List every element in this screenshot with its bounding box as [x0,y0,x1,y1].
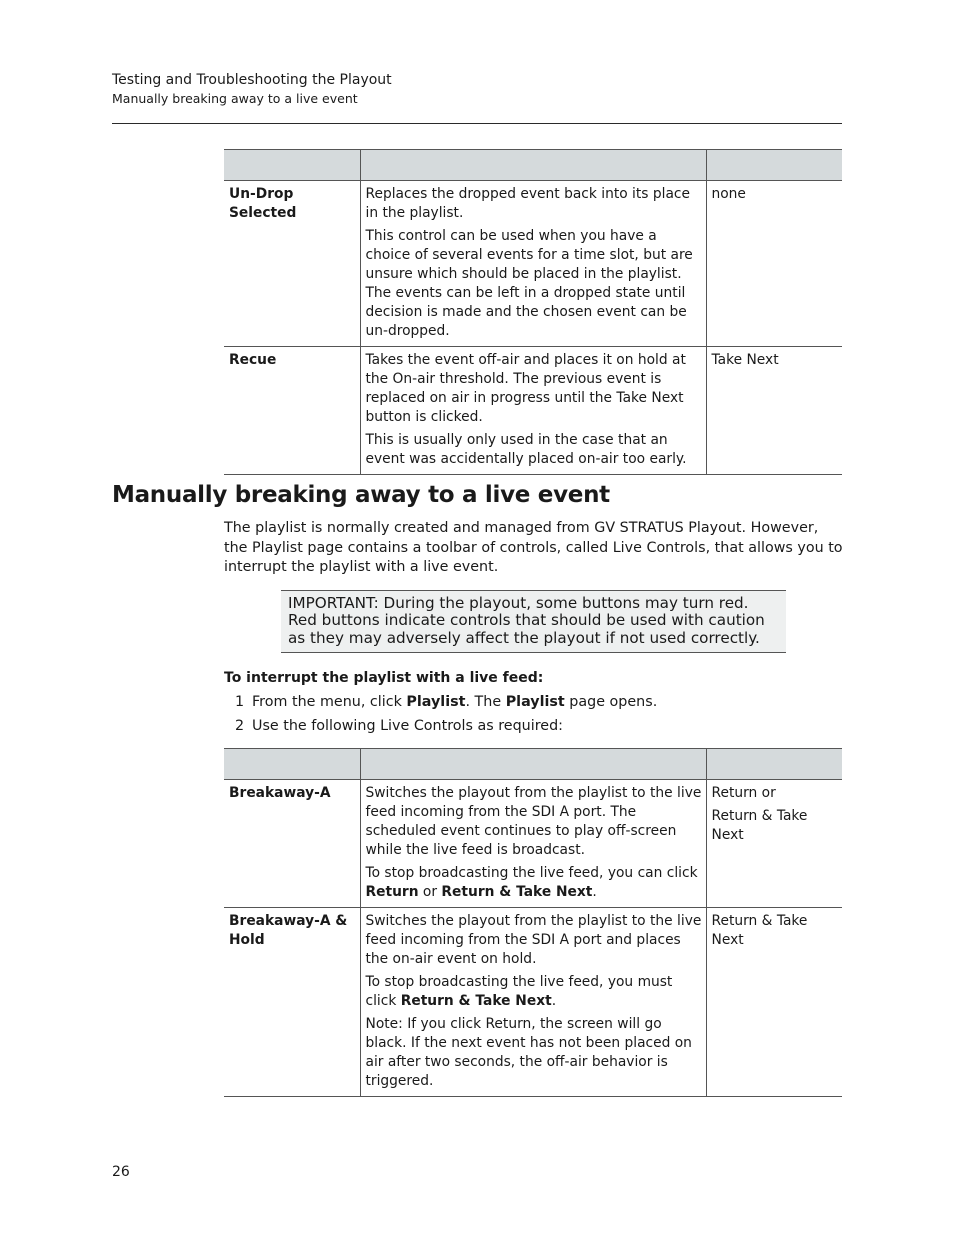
table-row [224,347,842,475]
control-action [706,181,842,347]
control-name: Breakaway-A [224,780,360,908]
live-controls-table [224,748,842,1097]
action-text: Return or [711,785,776,801]
procedure-step [235,716,563,736]
description-paragraph: To stop broadcasting the live feed, you must click Return & Take Next. [365,974,673,1009]
ui-term: Playlist [505,694,565,710]
table-row [224,181,842,347]
ui-term: Return & Take Next [441,884,593,900]
page-number: 26 [112,1164,130,1180]
important-note: IMPORTANT: During the playout, some buttons may turn red. Red buttons indicate controls that should be used with caution as they may adversely affect the playout if not used correctly. [281,590,786,653]
control-name: Un-Drop Selected [224,181,360,347]
control-action [706,347,842,475]
description-paragraph: Note: If you click Return, the screen will go black. If the next event has not been placed on air after two seconds, the off-air behavior is triggered. [365,1016,692,1089]
action-text: Return & Take Next [711,808,808,843]
description-paragraph: Switches the playout from the playlist to the live feed incoming from the SDI A port and places the on-air event on hold. [365,913,702,967]
description-paragraph: Takes the event off-air and places it on hold at the On-air threshold. The previous event is replaced on air in progress until the Take Next button is clicked. [365,352,686,425]
action-text: Take Next [711,352,779,368]
ui-term: Return [365,884,419,900]
description-paragraph: To stop broadcasting the live feed, you can click Return or Return & Take Next. [365,865,698,900]
description-paragraph: This is usually only used in the case that an event was accidentally placed on-air too early. [365,432,687,467]
description-paragraph: Replaces the dropped event back into its place in the playlist. [365,186,690,221]
control-name: Recue [224,347,360,475]
step-text: From the menu, click [252,694,407,710]
table-row [224,908,842,1097]
description-paragraph: This control can be used when you have a choice of several events for a time slot, but are unsure which should be placed in the playlist. The events can be left in a dropped state until decision is made and the chosen event can be un-dropped. [365,228,693,339]
action-text: Return & Take Next [711,913,808,948]
controls-table-1 [224,149,842,475]
step-text: page opens. [564,694,658,710]
control-description [360,908,706,1097]
table-header-row [224,749,842,780]
description-paragraph: Switches the playout from the playlist to the live feed incoming from the SDI A port. The scheduled event continues to play off-screen while the live feed is broadcast. [365,785,702,858]
section-heading: Manually breaking away to a live event [112,482,610,508]
step-text: . The [465,694,506,710]
procedure-title: To interrupt the playlist with a live feed: [224,670,544,686]
running-header [112,70,392,108]
action-text: none [711,186,746,202]
header-divider [112,123,842,124]
intro-paragraph: The playlist is normally created and managed from GV STRATUS Playout. However, the Playlist page contains a toolbar of controls, called Live Controls, that allows you to interrupt the playlist with a live event. [224,520,843,575]
step-text: Use the following Live Controls as required: [252,718,563,734]
control-action [706,908,842,1097]
procedure-step [235,692,657,712]
control-description [360,181,706,347]
table-row [224,780,842,908]
step-number: 2 [235,718,245,734]
control-description [360,347,706,475]
ui-term: Playlist [406,694,466,710]
ui-term: Return & Take Next [400,993,552,1009]
chapter-title: Testing and Troubleshooting the Playout [112,72,392,88]
control-name: Breakaway-A & Hold [224,908,360,1097]
table-header-row [224,150,842,181]
control-description [360,780,706,908]
step-number: 1 [235,694,245,710]
section-subtitle: Manually breaking away to a live event [112,91,358,106]
control-action [706,780,842,908]
